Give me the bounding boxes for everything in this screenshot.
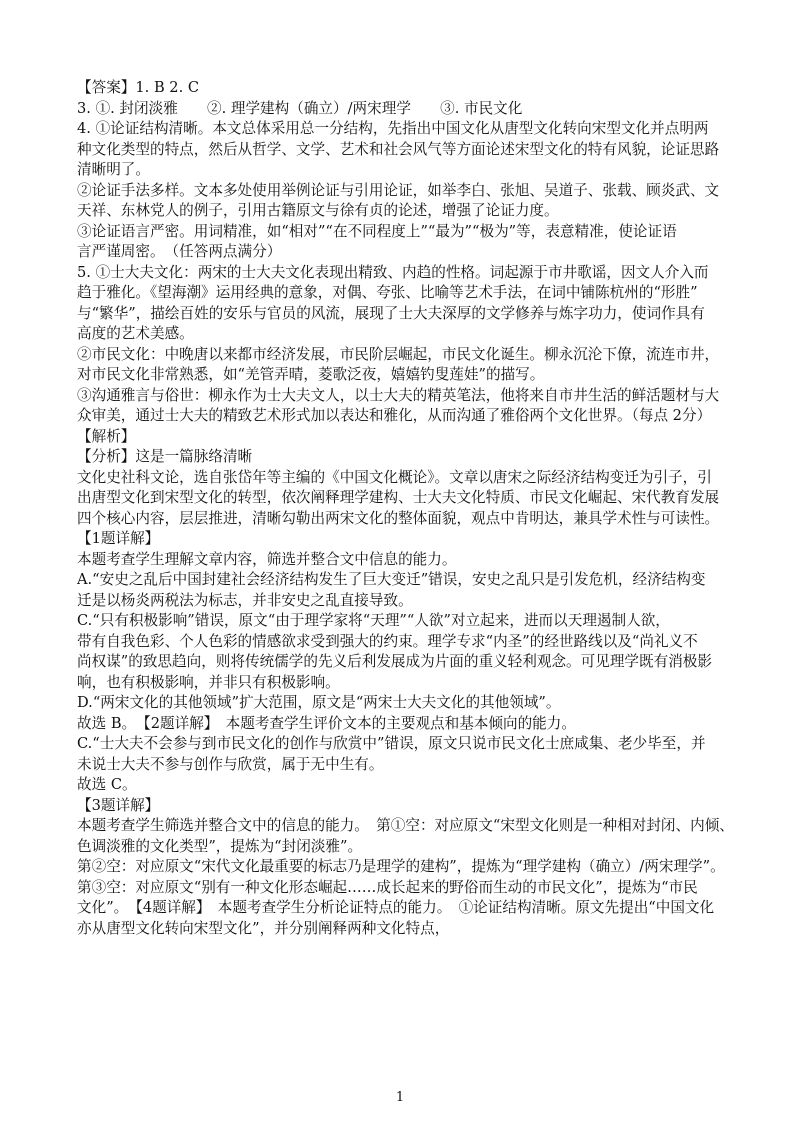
text-line: 与“繁华”，描绘百姓的安乐与官员的风流，展现了士大夫深厚的文学修养与炼字功力，使词作具有: [77, 304, 705, 322]
text-line: 言严谨周密。 （任答两点满分）: [77, 243, 282, 260]
text-line: ②论证手法多样。文本多处使用举例论证与引用论证，如举李白、张旭、吴道子、张载、顾炎武、文: [77, 181, 720, 199]
text-line: 故选 C。: [77, 776, 137, 793]
text-line: 众审美，通过士大夫的精致艺术形式加以表达和雅化，从而沟通了雅俗两个文化世界。（每点 2分）: [77, 407, 712, 424]
text-line: 出唐型文化到宋型文化的转型，依次阐释理学建构、士大夫文化特质、市民文化崛起、宋代教育发展: [77, 489, 720, 506]
text-line: 3. ①. 封闭淡雅 ②. 理学建构（确立）/两宋理学 ③. 市民文化: [77, 99, 523, 117]
text-line: 迁是以杨炎两税法为标志，并非安史之乱直接导致。: [77, 591, 413, 609]
text-line: 带有自我色彩、个人色彩的情感欲求受到强大的约束。理学专求“内圣”的经世路线以及“尚礼义不: [77, 632, 698, 650]
text-line: 对市民文化非常熟悉，如“羌管弄晴，菱歌泛夜，嬉嬉钓叟莲娃”的描写。: [77, 366, 545, 383]
text-line: C.“只有积极影响”错误，原文“由于理学家将“天理”“人欲”对立起来，进而以天理遏制人欲，: [77, 612, 670, 629]
text-line: 四个核心内容，层层推进，清晰勾勒出两宋文化的整体面貌，观点中肯明达，兼具学术性与可读性。: [77, 509, 720, 527]
text-line: 【1题详解】: [77, 530, 160, 547]
text-line: 【答案】1. B 2. C: [77, 79, 200, 96]
text-line: 第③空：对应原文“别有一种文化形态崛起……成长起来的野俗而生动的市民文化”，提炼为“市民: [77, 878, 698, 896]
text-line: 本题考查学生筛选并整合文中的信息的能力。 第①空：对应原文“宋型文化则是一种相对封闭、内倾、: [77, 817, 734, 834]
text-line: 清晰明了。: [77, 161, 150, 178]
text-line: 【3题详解】: [77, 796, 160, 814]
text-line: 高度的艺术美感。: [77, 325, 194, 342]
text-line: 文化史社科文论，选自张岱年等主编的《中国文化概论》。文章以唐宋之际经济结构变迁为引子，引: [77, 468, 712, 486]
text-line: 故选 B。 【2题详解】 本题考查学生评价文本的主要观点和基本倾向的能力。: [77, 714, 576, 732]
answer-document: [77, 78, 777, 939]
text-line: C.“士大夫不会参与到市民文化的创作与欣赏中”错误，原文只说市民文化士庶咸集、老少毕至，并: [77, 735, 706, 752]
text-line: 第②空：对应原文“宋代文化最重要的标志乃是理学的建构”，提炼为“理学建构（确立）/两宋理学”。: [77, 858, 725, 875]
text-line: ②市民文化：中晚唐以来都市经济发展，市民阶层崛起，市民文化诞生。柳永沉沦下僚，流连市井，: [77, 345, 720, 363]
text-line: D.“两宋文化的其他领域”扩大范围，原文是“两宋士大夫文化的其他领域”。: [77, 694, 561, 711]
text-line: 【分析】这是一篇脉络清晰: [77, 448, 253, 465]
text-line: 本题考查学生理解文章内容，筛选并整合文中信息的能力。: [77, 550, 457, 568]
text-line: 未说士大夫不参与创作与欣赏，属于无中生有。: [77, 755, 384, 773]
text-line: 5. ①士大夫文化：两宋的士大夫文化表现出精致、内趋的性格。词起源于市井歌谣，因文人介入而: [77, 263, 709, 281]
text-line: 尚权谋”的致思趋向，则将传统儒学的先义后利发展成为片面的重义轻利观念。可见理学既有消极影: [77, 653, 712, 670]
text-line: 亦从唐型文化转向宋型文化”，并分别阐释两种文化特点，: [77, 919, 450, 937]
text-line: 种文化类型的特点，然后从哲学、文学、艺术和社会风气等方面论述宋型文化的特有风貌，论证思路: [77, 140, 720, 158]
text-line: 色调淡雅的文化类型”，提炼为“封闭淡雅”。: [77, 837, 363, 855]
text-line: ③论证语言严密。用词精准，如“相对”“在不同程度上”“最为”“极为”等，表意精准，使论证语: [77, 222, 677, 240]
text-line: 响，也有积极影响，并非只有积极影响。: [77, 673, 340, 691]
text-line: 文化”。 【4题详解】 本题考查学生分析论证特点的能力。 ①论证结构清晰。原文先提出“中国文化: [77, 899, 715, 916]
text-line: 趋于雅化。《望海潮》运用经典的意象，对偶、夸张、比喻等艺术手法，在词中铺陈杭州的“形胜”: [77, 284, 698, 301]
page-number: 1: [395, 1090, 405, 1105]
text-line: 4. ①论证结构清晰。本文总体采用总一分结构，先指出中国文化从唐型文化转向宋型文化并点明两: [77, 120, 709, 137]
text-line: 【解析】: [77, 427, 136, 445]
text-line: 天祥、东林党人的例子，引用古籍原文与徐有贞的论述，增强了论证力度。: [77, 202, 559, 219]
text-line: ③沟通雅言与俗世：柳永作为士大夫文人，以士大夫的精英笔法，他将来自市井生活的鲜活题材与大: [77, 386, 720, 404]
text-line: A.“安史之乱后中国封建社会经济结构发生了巨大变迁”错误，安史之乱只是引发危机，经济结构变: [77, 571, 706, 588]
